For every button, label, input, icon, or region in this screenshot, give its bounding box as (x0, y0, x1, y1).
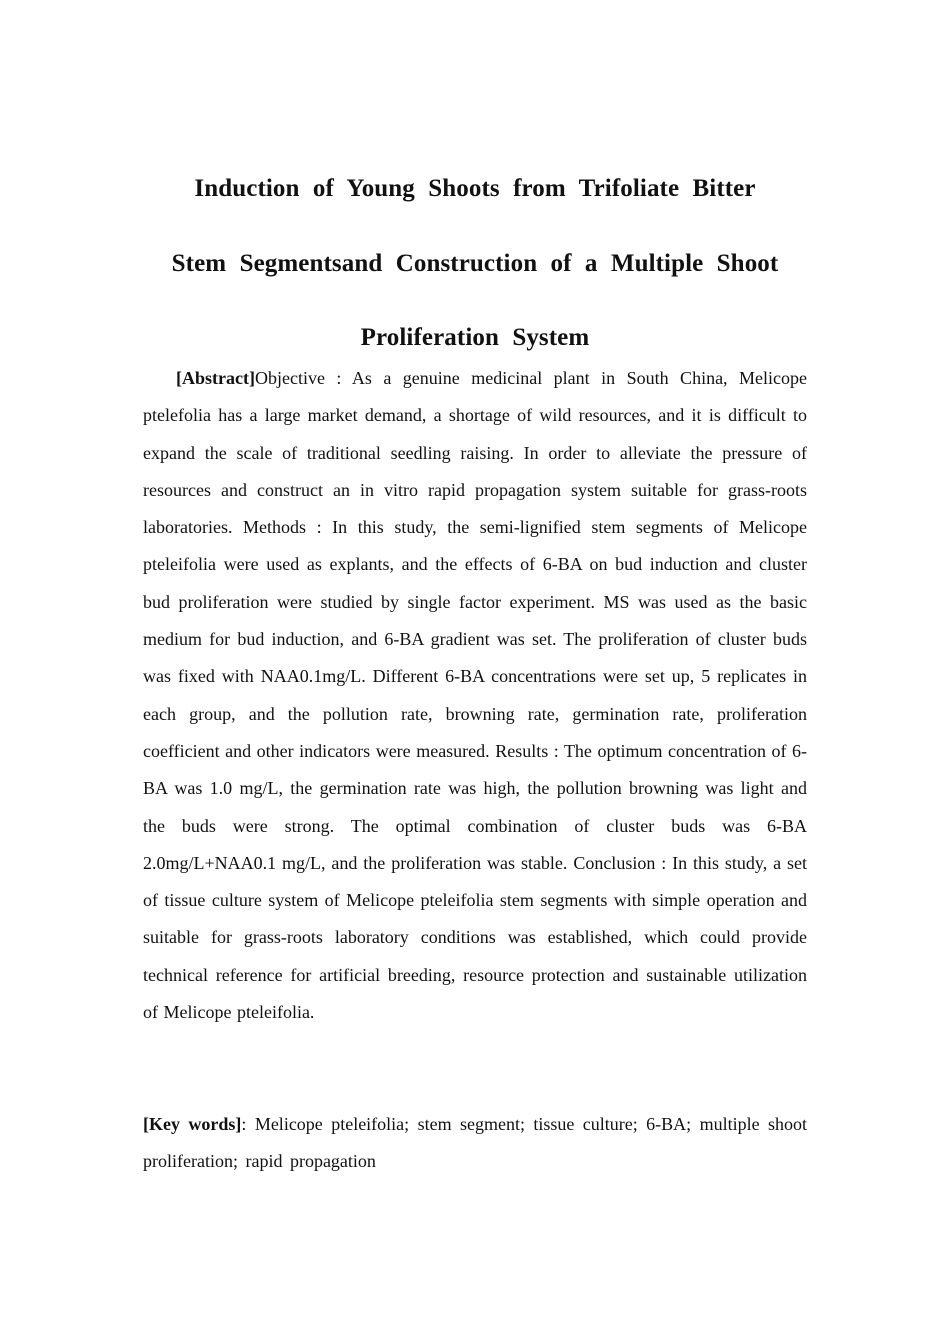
title-line-3: Proliferation System (360, 324, 590, 351)
title-line-2: Stem Segmentsand Construction of a Multiple Shoot (171, 249, 779, 277)
title-line-1: Induction of Young Shoots from Trifoliate Bitter (194, 175, 756, 202)
abstract-paragraph (143, 360, 807, 1031)
keywords-paragraph (143, 1106, 807, 1181)
abstract-text: Objective : As a genuine medicinal plant in South China, Melicope ptelefolia has a large market demand, a shortage of wild resources, and it is difficult to expand the scale of traditional seedling raising. In order to alleviate the pressure of resources and construct an in vitro rapid propagation system suitable for grass-roots laboratories. Methods : In this study, the semi-lignified stem segments of Melicope pteleifolia were used as explants, and the effects of 6-BA on bud induction and cluster bud proliferation were studied by single factor experiment. MS was used as the basic medium for bud induction, and 6-BA gradient was set. The proliferation of cluster buds was fixed with NAA0.1mg/L. Different 6-BA concentrations were set up, 5 replicates in each group, and the pollution rate, browning rate, germination rate, proliferation coefficient and other indicators were measured. Results : The optimum concentration of 6-BA was 1.0 mg/L, the germination rate was high, the pollution browning was light and the buds were strong. The optimal combination of cluster buds was 6-BA 2.0mg/L+NAA0.1 mg/L, and the proliferation was stable. Conclusion : In this study, a set of tissue culture system of Melicope pteleifolia stem segments with simple operation and suitable for grass-roots laboratory conditions was established, which could provide technical reference for artificial breeding, resource protection and sustainable utilization of Melicope pteleifolia. (143, 368, 807, 1023)
keywords-text: : Melicope pteleifolia; stem segment; tissue culture; 6-BA; multiple shoot proliferation; rapid propagation (143, 1114, 808, 1172)
paper-title (143, 152, 807, 376)
abstract-label: [Abstract] (176, 368, 255, 388)
keywords-label: [Key words] (143, 1114, 242, 1134)
